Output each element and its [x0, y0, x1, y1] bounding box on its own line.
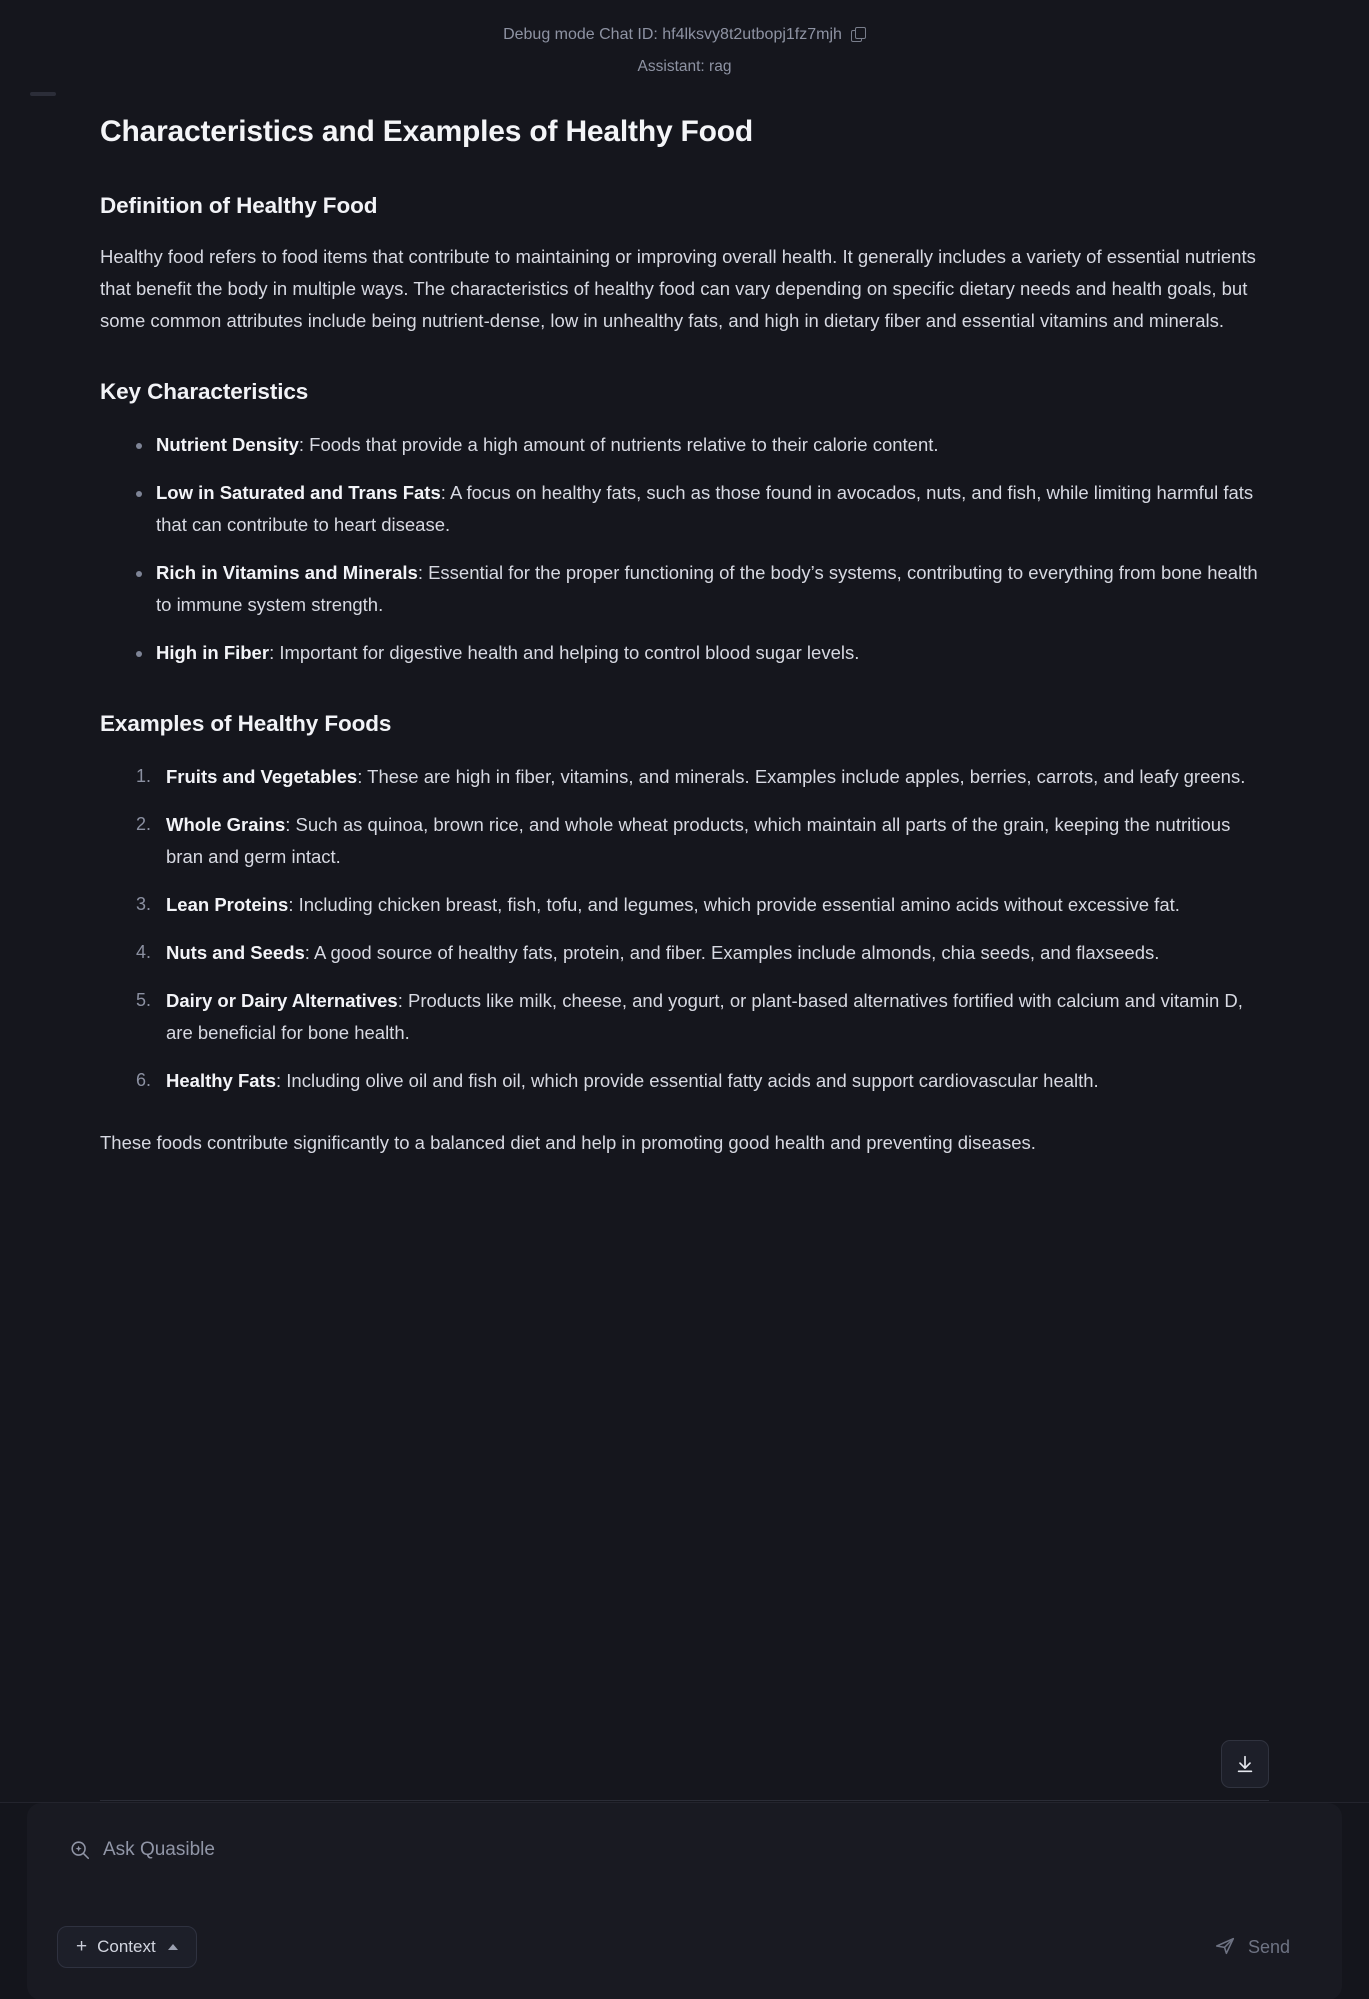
list-item [136, 985, 1269, 1049]
download-arrow-icon [1234, 1753, 1256, 1775]
paper-plane-icon [1214, 1935, 1236, 1962]
list-item-term: Nuts and Seeds [166, 941, 305, 963]
debug-chat-id-label: Debug mode Chat ID: hf4lksvy8t2utbopj1fz7mjh [503, 26, 842, 43]
chevron-up-icon [168, 1944, 178, 1950]
list-item-text: : Foods that provide a high amount of nutrients relative to their calorie content. [298, 433, 939, 455]
list-item-text: : A good source of healthy fats, protein, and fiber. Examples include almonds, chia seeds, and flaxseeds. [304, 941, 1160, 963]
section-heading-definition: Definition of Healthy Food [100, 192, 378, 218]
list-item-text: : These are high in fiber, vitamins, and minerals. Examples include apples, berries, carrots, and leafy greens. [357, 765, 1246, 787]
list-item-term: Fruits and Vegetables [166, 765, 358, 787]
send-button-label: Send [1247, 1936, 1290, 1957]
debug-chat-id-row [503, 22, 866, 48]
composer [0, 1802, 1369, 1999]
list-item-term: Rich in Vitamins and Minerals [156, 561, 418, 583]
list-item [136, 477, 1269, 541]
list-item [136, 937, 1269, 969]
list-item-text: : Including olive oil and fish oil, which provide essential fatty acids and support cardiovascular health. [276, 1069, 1099, 1091]
copy-icon[interactable] [851, 27, 866, 42]
list-item [136, 761, 1269, 793]
composer-actions [57, 1926, 1312, 1968]
list-item-term: High in Fiber [156, 641, 270, 663]
closing-paragraph: These foods contribute significantly to a balanced diet and help in promoting good health and preventing diseases. [100, 1131, 1036, 1153]
list-item-term: Lean Proteins [166, 893, 289, 915]
list-item-text: : A focus on healthy fats, such as those found in avocados, nuts, and fish, while limiting harmful fats that can contribute to heart disease. [156, 481, 1254, 535]
list-item [136, 809, 1269, 873]
list-item [136, 637, 1269, 669]
definition-paragraph: Healthy food refers to food items that contribute to maintaining or improving overall health. It generally includes a variety of essential nutrients that benefit the body in multiple ways. The characteristics of healthy food can vary depending on specific dietary needs and health goals, but some common attributes include being nutrient-dense, low in unhealthy fats, and high in dietary fiber and essential vitamins and minerals. [100, 245, 1256, 331]
section-heading-examples: Examples of Healthy Foods [100, 710, 392, 736]
list-item [136, 557, 1269, 621]
list-item-text: : Important for digestive health and helping to control blood sugar levels. [269, 641, 860, 663]
search-input-row[interactable] [27, 1803, 1342, 1861]
list-item-text: : Such as quinoa, brown rice, and whole wheat products, which maintain all parts of the grain, keeping the nutritious bran and germ intact. [166, 813, 1231, 867]
list-item [136, 1065, 1269, 1097]
search-sparkle-icon [69, 1839, 91, 1861]
key-characteristics-list [100, 429, 1269, 669]
list-item-text: : Products like milk, cheese, and yogurt, or plant-based alternatives fortified with calcium and vitamin D, are beneficial for bone health. [166, 989, 1243, 1043]
assistant-label: Assistant: rag [637, 57, 732, 75]
sidebar-collapsed-handle[interactable] [30, 92, 56, 96]
scroll-to-bottom-button[interactable] [1221, 1740, 1269, 1788]
search-input[interactable]: Ask Quasible [103, 1839, 215, 1860]
list-item [136, 889, 1269, 921]
send-button[interactable] [1214, 1934, 1312, 1961]
page-title: Characteristics and Examples of Healthy Food [100, 115, 754, 149]
context-button[interactable] [57, 1926, 197, 1968]
list-item-term: Dairy or Dairy Alternatives [166, 989, 398, 1011]
list-item-text: : Essential for the proper functioning of the body’s systems, contributing to everything from bone health to immune system strength. [156, 561, 1258, 615]
list-item-term: Healthy Fats [166, 1069, 277, 1091]
list-item-term: Nutrient Density [156, 433, 299, 455]
composer-panel [27, 1803, 1342, 1999]
section-heading-key-characteristics: Key Characteristics [100, 378, 309, 404]
examples-list [100, 761, 1269, 1097]
list-item-term: Low in Saturated and Trans Fats [156, 481, 441, 503]
content-divider [100, 1800, 1269, 1801]
list-item-text: : Including chicken breast, fish, tofu, and legumes, which provide essential amino acids without excessive fat. [288, 893, 1180, 915]
list-item [136, 429, 1269, 461]
list-item-term: Whole Grains [166, 813, 286, 835]
context-button-label: Context [97, 1937, 156, 1956]
debug-header [0, 0, 1369, 79]
message-content [0, 113, 1369, 1159]
plus-icon: + [76, 1935, 88, 1957]
